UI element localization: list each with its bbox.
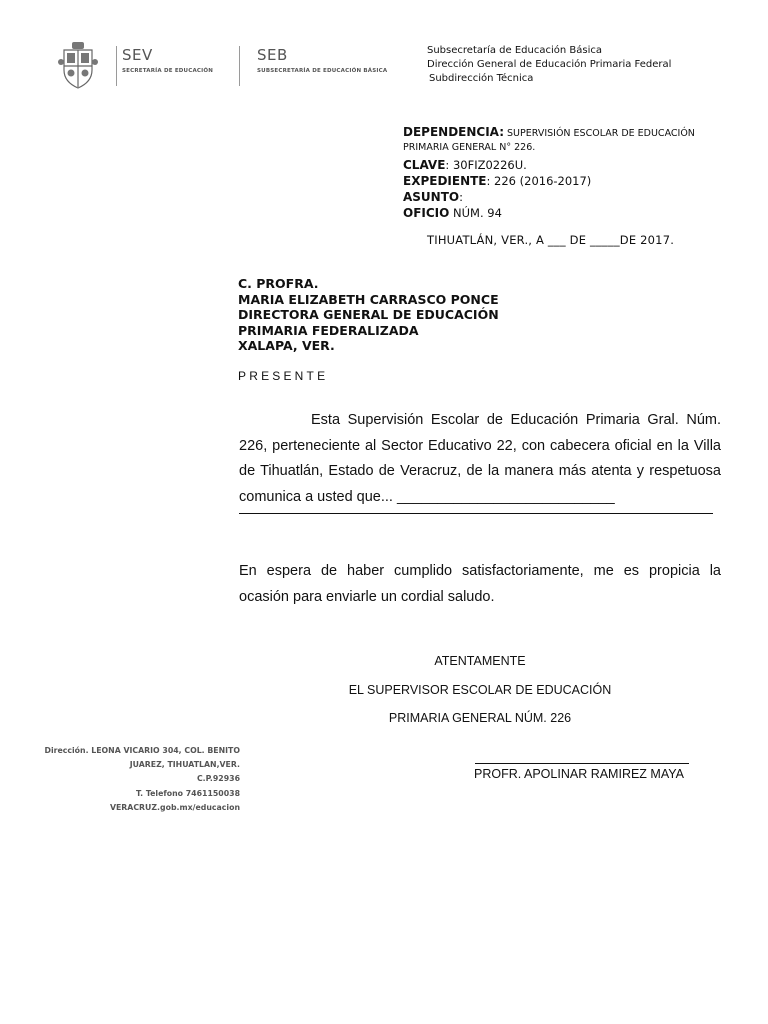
sev-logo-name: SEV: [122, 46, 153, 64]
dependencia-value: SUPERVISIÓN ESCOLAR DE EDUCACIÓN: [504, 128, 695, 139]
asunto-label: ASUNTO: [403, 190, 460, 204]
recipient-block: [238, 276, 499, 354]
expediente-value: 226 (2016-2017): [490, 174, 592, 188]
body-paragraph-1-text: Esta Supervisión Escolar de Educación Primaria Gral. Núm. 226, perteneciente al Sector Educativo 22, con cabecera oficial en la Villa de Tihuatlán, Estado de Veracruz, de la manera más atenta y respetuosa comunica a usted que... ___________________________: [239, 412, 721, 505]
seb-logo-name: SEB: [257, 46, 288, 64]
address-line: VERACRUZ.gob.mx/educacion: [109, 802, 240, 812]
closing-atentamente: ATENTAMENTE: [434, 654, 526, 668]
recipient-line: XALAPA, VER.: [238, 338, 335, 354]
sev-logo-subtitle: SECRETARÍA DE EDUCACIÓN: [122, 68, 214, 74]
body-paragraph-2: En espera de haber cumplido satisfactoriamente, me es propicia la ocasión para enviarle un cordial saludo.: [239, 563, 721, 605]
logo-divider: [239, 46, 240, 86]
header-line: Subdirección Técnica: [429, 73, 534, 84]
closing-school-name: PRIMARIA GENERAL NÚM. 226: [388, 711, 572, 725]
recipient-line: PRIMARIA FEDERALIZADA: [238, 322, 419, 338]
oficio-label: OFICIO: [403, 206, 450, 220]
address-line: JUAREZ, TIHUATLAN,VER.: [129, 760, 240, 770]
date-line: TIHUATLÁN, VER., A ___ DE _____DE 2017.: [427, 233, 675, 247]
dependencia-label: DEPENDENCIA: [403, 125, 500, 139]
expediente-label: EXPEDIENTE: [403, 174, 487, 188]
header-line: Dirección General de Educación Primaria Federal: [427, 59, 672, 70]
veracruz-crest-icon: [56, 40, 100, 90]
recipient-line: DIRECTORA GENERAL DE EDUCACIÓN: [238, 307, 499, 323]
address-line: Dirección. LEONA VICARIO 304, COL. BENITO: [44, 746, 240, 755]
oficio-value: NÚM. 94: [449, 206, 502, 220]
document-metadata: DEPENDENCIA: SUPERVISIÓN ESCOLAR DE EDUCACIÓN PRIMARIA GENERAL N° 226. CLAVE: 30FIZ0226U. EXPEDIENTE: 226 (2016-2017) ASUNTO: OFICIO NÚM. 94: [403, 125, 695, 220]
closing-supervisor-title: EL SUPERVISOR ESCOLAR DE EDUCACIÓN: [348, 683, 612, 697]
clave-value: 30FIZ0226U.: [449, 158, 527, 172]
address-block: [40, 744, 240, 815]
signer-name: PROFR. APOLINAR RAMIREZ MAYA: [474, 767, 684, 781]
fill-in-blank-line: [239, 512, 713, 514]
recipient-line: MARIA ELIZABETH CARRASCO PONCE: [238, 291, 499, 307]
logo-divider: [116, 46, 117, 86]
seb-logo-subtitle: SUBSECRETARÍA DE EDUCACIÓN BÁSICA: [257, 68, 388, 74]
address-line: C.P.92936: [196, 774, 240, 784]
presente-salutation: PRESENTE: [238, 369, 329, 383]
dependencia-value-cont: PRIMARIA GENERAL N° 226.: [403, 142, 536, 153]
recipient-line: C. PROFRA.: [238, 276, 319, 291]
address-line: T. Telefono 7461150038: [136, 788, 240, 798]
header-institution-lines: [427, 44, 671, 86]
body-paragraph-1: [239, 408, 721, 510]
clave-label: CLAVE: [403, 158, 446, 172]
signature-line: [475, 763, 689, 764]
header-line: Subsecretaría de Educación Básica: [427, 45, 603, 56]
